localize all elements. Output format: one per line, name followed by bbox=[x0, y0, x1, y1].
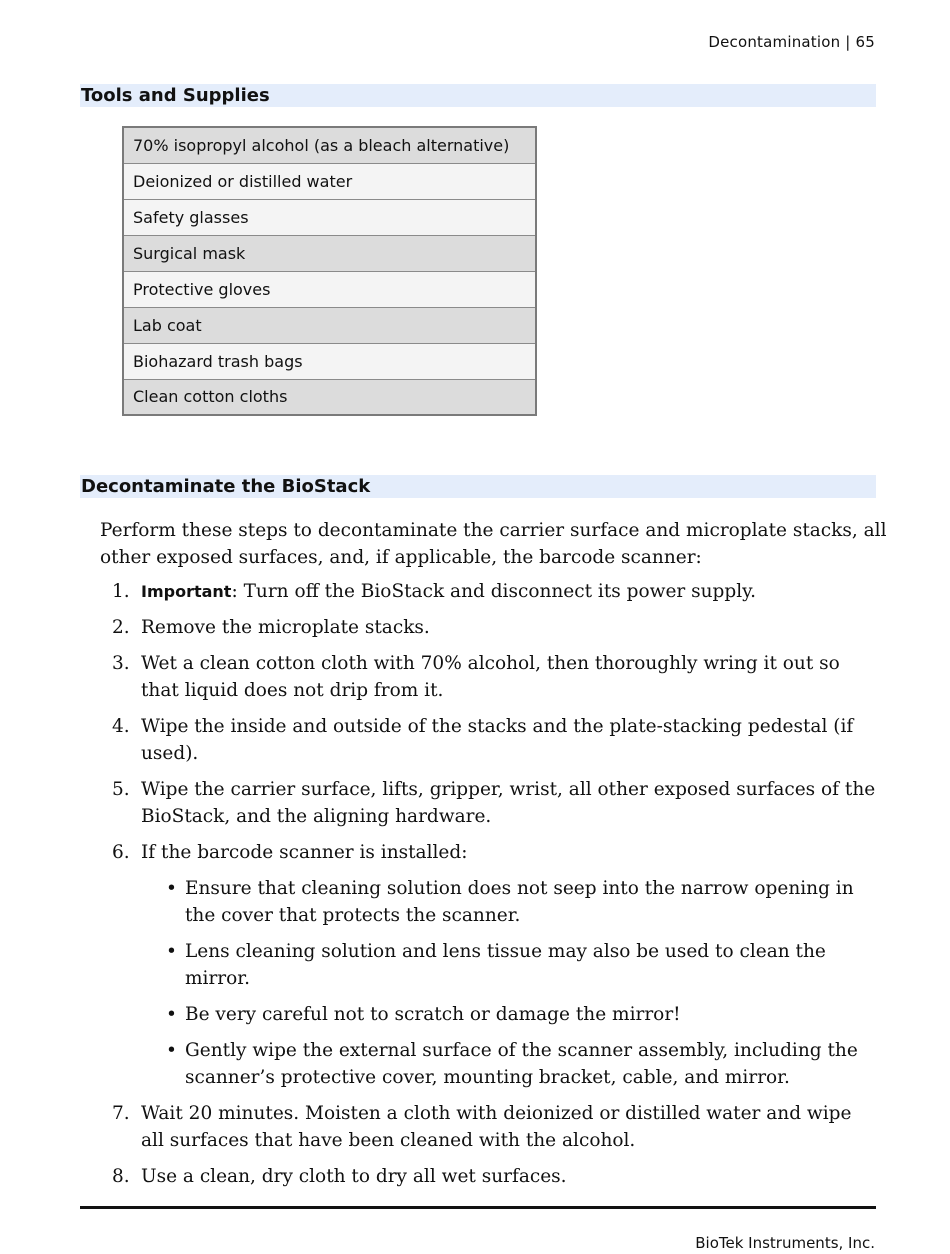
step-text: Wipe the carrier surface, lifts, gripper, wrist, all other exposed surfaces of the BioStack, and the aligning hardware. bbox=[141, 779, 876, 827]
list-item bbox=[100, 776, 876, 830]
supply-item: Deionized or distilled water bbox=[123, 163, 536, 199]
bullet-text: Be very careful not to scratch or damage the mirror! bbox=[185, 1004, 681, 1025]
bullet-item bbox=[141, 1001, 876, 1028]
step-text: Wet a clean cotton cloth with 70% alcohol, then thoroughly wring it out so that liquid does not drip from it. bbox=[141, 653, 840, 701]
table-row bbox=[123, 163, 536, 199]
step-number: 6. bbox=[112, 842, 130, 863]
decontaminate-heading: Decontaminate the BioStack bbox=[80, 475, 876, 498]
step-number: 4. bbox=[112, 716, 130, 737]
supply-item: 70% isopropyl alcohol (as a bleach alternative) bbox=[123, 127, 536, 163]
list-item bbox=[100, 839, 876, 1091]
table-row bbox=[123, 307, 536, 343]
step-number: 2. bbox=[112, 617, 130, 638]
supply-item: Surgical mask bbox=[123, 235, 536, 271]
list-item bbox=[100, 1163, 876, 1190]
bullet-list bbox=[141, 875, 876, 1091]
supply-item: Safety glasses bbox=[123, 199, 536, 235]
step-number: 3. bbox=[112, 653, 130, 674]
step-text: If the barcode scanner is installed: bbox=[141, 842, 468, 863]
intro-paragraph: Perform these steps to decontaminate the carrier surface and microplate stacks, all other exposed surfaces, and, if applicable, the barcode scanner: bbox=[100, 520, 887, 568]
step-number: 8. bbox=[112, 1166, 130, 1187]
bullet-item bbox=[141, 938, 876, 992]
table-row bbox=[123, 199, 536, 235]
supply-item: Lab coat bbox=[123, 307, 536, 343]
important-label: Important bbox=[141, 582, 232, 601]
list-item bbox=[100, 713, 876, 767]
table-row bbox=[123, 343, 536, 379]
footer-divider bbox=[80, 1206, 876, 1209]
running-header: Decontamination | 65 bbox=[708, 33, 875, 51]
list-item bbox=[100, 578, 876, 605]
tools-heading: Tools and Supplies bbox=[80, 84, 876, 107]
bullet-text: Ensure that cleaning solution does not seep into the narrow opening in the cover that protects the scanner. bbox=[185, 878, 854, 926]
bullet-item bbox=[141, 1037, 876, 1091]
step-text: Wait 20 minutes. Moisten a cloth with deionized or distilled water and wipe all surfaces that have been cleaned with the alcohol. bbox=[141, 1103, 852, 1151]
step-number: 1. bbox=[112, 581, 130, 602]
list-item bbox=[100, 1100, 876, 1154]
bullet-icon: • bbox=[166, 1004, 177, 1025]
supplies-table bbox=[122, 126, 537, 416]
table-row bbox=[123, 127, 536, 163]
bullet-text: Gently wipe the external surface of the scanner assembly, including the scanner’s protective cover, mounting bracket, cable, and mirror. bbox=[185, 1040, 858, 1088]
step-text: Remove the microplate stacks. bbox=[141, 617, 430, 638]
step-text: : Turn off the BioStack and disconnect its power supply. bbox=[231, 581, 757, 602]
list-item bbox=[100, 650, 876, 704]
list-item bbox=[100, 614, 876, 641]
table-row bbox=[123, 271, 536, 307]
bullet-icon: • bbox=[166, 1040, 177, 1061]
supply-item: Biohazard trash bags bbox=[123, 343, 536, 379]
supply-item: Protective gloves bbox=[123, 271, 536, 307]
bullet-icon: • bbox=[166, 878, 177, 899]
step-text: Wipe the inside and outside of the stacks and the plate-stacking pedestal (if used). bbox=[141, 716, 854, 764]
table-row bbox=[123, 235, 536, 271]
step-number: 7. bbox=[112, 1103, 130, 1124]
bullet-item bbox=[141, 875, 876, 929]
supply-item: Clean cotton cloths bbox=[123, 379, 536, 415]
step-number: 5. bbox=[112, 779, 130, 800]
step-list bbox=[100, 578, 876, 1199]
table-row bbox=[123, 379, 536, 415]
bullet-text: Lens cleaning solution and lens tissue may also be used to clean the mirror. bbox=[185, 941, 826, 989]
step-text: Use a clean, dry cloth to dry all wet surfaces. bbox=[141, 1166, 567, 1187]
footer-company: BioTek Instruments, Inc. bbox=[695, 1234, 875, 1252]
bullet-icon: • bbox=[166, 941, 177, 962]
